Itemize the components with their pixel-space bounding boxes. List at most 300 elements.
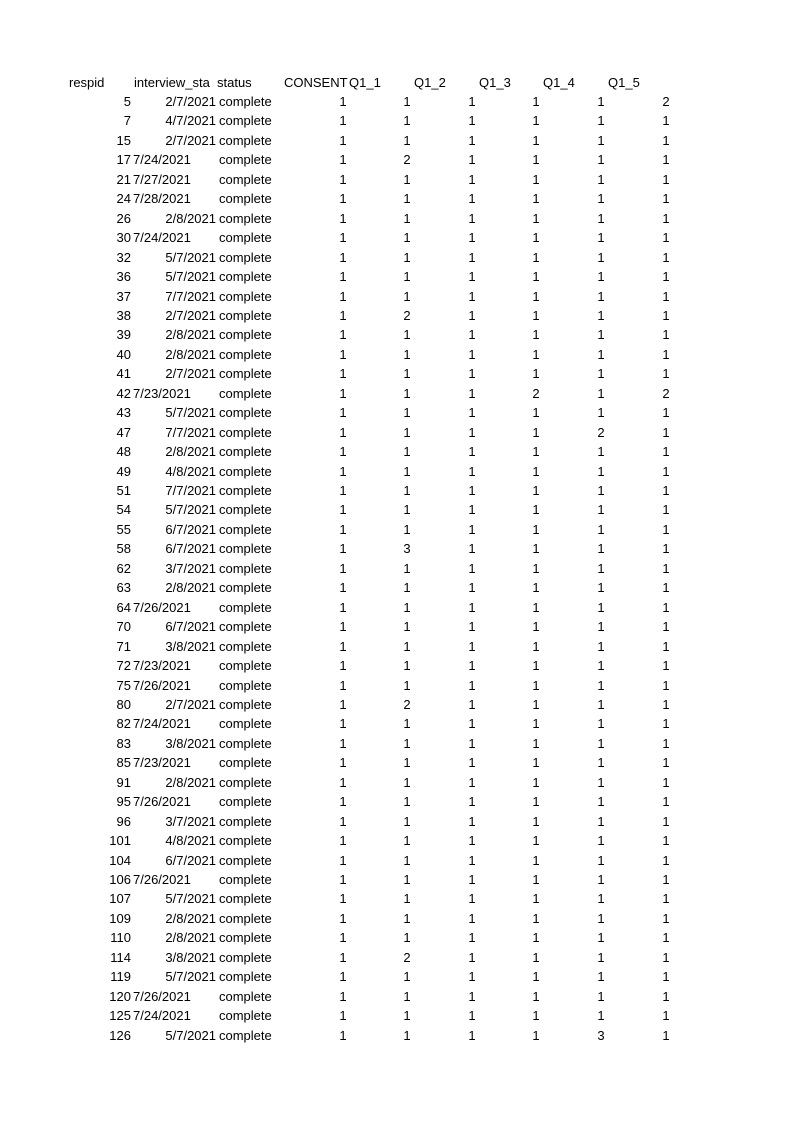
cell-consent: 1 [339, 171, 347, 187]
cell-consent: 1 [339, 269, 347, 285]
cell-q1-4: 3 [597, 1027, 605, 1043]
cell-q1-2: 1 [468, 852, 476, 868]
cell-interview-date: 2/8/2021 [165, 327, 216, 343]
cell-q1-4: 1 [597, 502, 605, 518]
cell-status: complete [219, 424, 272, 440]
cell-status: complete [219, 1008, 272, 1024]
cell-q1-2: 1 [468, 1027, 476, 1043]
cell-consent: 1 [339, 191, 347, 207]
cell-status: complete [219, 774, 272, 790]
cell-interview-date: 2/7/2021 [165, 94, 216, 109]
cell-respid: 62 [116, 560, 131, 576]
cell-respid: 39 [116, 327, 131, 343]
cell-respid: 120 [109, 988, 131, 1004]
cell-q1-4: 1 [597, 288, 605, 304]
cell-consent: 1 [339, 949, 347, 965]
table-row [0, 909, 800, 928]
cell-q1-1: 1 [403, 988, 411, 1004]
cell-q1-5: 1 [662, 1027, 670, 1043]
cell-q1-1: 1 [403, 521, 411, 537]
cell-q1-2: 1 [468, 269, 476, 285]
cell-status: complete [219, 385, 272, 401]
table-row [0, 967, 800, 986]
cell-status: complete [219, 852, 272, 868]
cell-q1-3: 2 [532, 385, 540, 401]
cell-respid: 36 [116, 269, 131, 285]
cell-q1-1: 1 [403, 560, 411, 576]
cell-q1-5: 1 [662, 483, 670, 498]
cell-q1-4: 1 [597, 132, 605, 148]
cell-q1-4: 1 [597, 619, 605, 635]
cell-status: complete [219, 210, 272, 226]
header-interview-date: interview_sta [134, 75, 210, 90]
cell-q1-5: 1 [662, 541, 670, 557]
cell-status: complete [219, 872, 272, 887]
cell-q1-3: 1 [532, 541, 540, 557]
cell-respid: 125 [109, 1008, 131, 1024]
cell-consent: 1 [339, 813, 347, 829]
cell-consent: 1 [339, 677, 347, 693]
cell-q1-2: 1 [468, 502, 476, 518]
cell-q1-5: 1 [662, 405, 670, 421]
cell-respid: 64 [116, 599, 131, 615]
cell-q1-1: 1 [403, 619, 411, 635]
table-row [0, 287, 800, 306]
cell-q1-2: 1 [468, 463, 476, 479]
cell-q1-4: 1 [597, 1008, 605, 1024]
cell-consent: 1 [339, 852, 347, 868]
cell-consent: 1 [339, 794, 347, 810]
cell-respid: 80 [116, 696, 131, 712]
cell-q1-5: 1 [662, 307, 670, 323]
cell-status: complete [219, 794, 272, 810]
cell-q1-4: 1 [597, 833, 605, 849]
table-row [0, 345, 800, 364]
cell-q1-1: 1 [403, 385, 411, 401]
cell-interview-date: 4/8/2021 [165, 833, 216, 849]
cell-q1-2: 1 [468, 1008, 476, 1024]
cell-respid: 91 [116, 774, 131, 790]
cell-q1-4: 1 [597, 191, 605, 207]
cell-q1-5: 1 [662, 599, 670, 615]
cell-q1-5: 1 [662, 132, 670, 148]
cell-respid: 63 [116, 580, 131, 596]
cell-status: complete [219, 638, 272, 654]
cell-q1-3: 1 [532, 638, 540, 654]
cell-q1-4: 1 [597, 346, 605, 362]
header-q1-4: Q1_4 [543, 75, 575, 90]
cell-status: complete [219, 132, 272, 148]
cell-q1-5: 1 [662, 230, 670, 246]
cell-q1-4: 1 [597, 949, 605, 965]
cell-respid: 38 [116, 307, 131, 323]
cell-status: complete [219, 696, 272, 712]
table-row [0, 637, 800, 656]
cell-q1-4: 1 [597, 891, 605, 907]
cell-q1-5: 1 [662, 444, 670, 460]
cell-interview-date: 5/7/2021 [165, 405, 216, 421]
cell-q1-4: 1 [597, 463, 605, 479]
cell-interview-date: 7/26/2021 [133, 988, 191, 1004]
cell-q1-4: 1 [597, 696, 605, 712]
cell-q1-1: 2 [403, 152, 411, 168]
cell-q1-3: 1 [532, 249, 540, 265]
cell-q1-3: 1 [532, 1027, 540, 1043]
cell-q1-1: 2 [403, 696, 411, 712]
cell-q1-3: 1 [532, 405, 540, 421]
cell-consent: 1 [339, 735, 347, 751]
table-row [0, 423, 800, 442]
cell-consent: 1 [339, 346, 347, 362]
cell-interview-date: 2/8/2021 [165, 210, 216, 226]
cell-respid: 49 [116, 463, 131, 479]
cell-interview-date: 7/24/2021 [133, 716, 191, 732]
cell-respid: 51 [116, 483, 131, 498]
cell-q1-5: 1 [662, 852, 670, 868]
cell-q1-4: 1 [597, 580, 605, 596]
cell-q1-1: 3 [403, 541, 411, 557]
cell-q1-3: 1 [532, 521, 540, 537]
cell-q1-1: 1 [403, 755, 411, 771]
table-row [0, 481, 800, 500]
cell-q1-1: 1 [403, 288, 411, 304]
cell-q1-1: 1 [403, 774, 411, 790]
cell-q1-2: 1 [468, 696, 476, 712]
cell-respid: 83 [116, 735, 131, 751]
cell-consent: 1 [339, 755, 347, 771]
cell-q1-4: 1 [597, 152, 605, 168]
cell-q1-5: 1 [662, 113, 670, 129]
cell-q1-3: 1 [532, 191, 540, 207]
cell-q1-5: 2 [662, 385, 670, 401]
cell-q1-3: 1 [532, 619, 540, 635]
cell-q1-3: 1 [532, 696, 540, 712]
cell-q1-4: 1 [597, 930, 605, 946]
cell-q1-5: 1 [662, 580, 670, 596]
cell-q1-2: 1 [468, 813, 476, 829]
cell-q1-4: 1 [597, 230, 605, 246]
cell-q1-5: 1 [662, 1008, 670, 1024]
cell-q1-2: 1 [468, 716, 476, 732]
cell-q1-5: 1 [662, 988, 670, 1004]
header-row [0, 73, 800, 92]
cell-consent: 1 [339, 580, 347, 596]
table-row [0, 598, 800, 617]
cell-interview-date: 2/7/2021 [165, 307, 216, 323]
cell-interview-date: 7/7/2021 [165, 424, 216, 440]
table-row [0, 870, 800, 889]
cell-q1-2: 1 [468, 288, 476, 304]
cell-interview-date: 4/8/2021 [165, 463, 216, 479]
cell-q1-4: 1 [597, 774, 605, 790]
cell-status: complete [219, 483, 272, 498]
cell-respid: 37 [116, 288, 131, 304]
cell-q1-1: 2 [403, 307, 411, 323]
cell-interview-date: 7/24/2021 [133, 1008, 191, 1024]
table-row [0, 539, 800, 558]
cell-q1-5: 1 [662, 755, 670, 771]
cell-q1-1: 1 [403, 638, 411, 654]
cell-status: complete [219, 502, 272, 518]
cell-consent: 1 [339, 521, 347, 537]
cell-consent: 1 [339, 249, 347, 265]
cell-consent: 1 [339, 638, 347, 654]
cell-q1-3: 1 [532, 1008, 540, 1024]
cell-consent: 1 [339, 152, 347, 168]
cell-q1-1: 1 [403, 444, 411, 460]
cell-interview-date: 5/7/2021 [165, 249, 216, 265]
cell-interview-date: 7/28/2021 [133, 191, 191, 207]
cell-q1-3: 1 [532, 502, 540, 518]
cell-q1-4: 1 [597, 638, 605, 654]
cell-consent: 1 [339, 288, 347, 304]
table-row [0, 384, 800, 403]
cell-respid: 32 [116, 249, 131, 265]
cell-status: complete [219, 891, 272, 907]
cell-consent: 1 [339, 405, 347, 421]
cell-q1-5: 1 [662, 794, 670, 810]
cell-q1-4: 1 [597, 483, 605, 498]
cell-q1-4: 1 [597, 385, 605, 401]
cell-q1-5: 1 [662, 872, 670, 887]
cell-interview-date: 7/26/2021 [133, 794, 191, 810]
cell-interview-date: 3/8/2021 [165, 735, 216, 751]
cell-q1-3: 1 [532, 891, 540, 907]
cell-q1-5: 1 [662, 327, 670, 343]
cell-respid: 26 [116, 210, 131, 226]
cell-q1-5: 1 [662, 638, 670, 654]
cell-status: complete [219, 171, 272, 187]
cell-status: complete [219, 366, 272, 382]
cell-consent: 1 [339, 696, 347, 712]
cell-q1-5: 1 [662, 171, 670, 187]
cell-respid: 72 [116, 658, 131, 674]
cell-interview-date: 2/8/2021 [165, 774, 216, 790]
table-row [0, 812, 800, 831]
cell-q1-2: 1 [468, 366, 476, 382]
cell-q1-3: 1 [532, 113, 540, 129]
cell-q1-5: 1 [662, 949, 670, 965]
cell-respid: 126 [109, 1027, 131, 1043]
table-row [0, 131, 800, 150]
cell-q1-5: 2 [662, 94, 670, 109]
cell-q1-2: 1 [468, 872, 476, 887]
cell-interview-date: 7/23/2021 [133, 385, 191, 401]
cell-status: complete [219, 113, 272, 129]
cell-q1-1: 1 [403, 483, 411, 498]
cell-respid: 17 [116, 152, 131, 168]
cell-q1-2: 1 [468, 385, 476, 401]
cell-interview-date: 6/7/2021 [165, 619, 216, 635]
header-q1-5: Q1_5 [608, 75, 640, 90]
cell-status: complete [219, 949, 272, 965]
cell-q1-3: 1 [532, 444, 540, 460]
cell-interview-date: 7/24/2021 [133, 152, 191, 168]
cell-respid: 75 [116, 677, 131, 693]
cell-q1-5: 1 [662, 269, 670, 285]
cell-q1-4: 1 [597, 716, 605, 732]
cell-respid: 110 [110, 930, 131, 946]
cell-q1-4: 1 [597, 307, 605, 323]
table-row [0, 520, 800, 539]
cell-status: complete [219, 560, 272, 576]
cell-respid: 119 [110, 969, 131, 985]
cell-respid: 101 [109, 833, 131, 849]
table-row [0, 559, 800, 578]
cell-status: complete [219, 910, 272, 926]
cell-q1-5: 1 [662, 735, 670, 751]
cell-q1-1: 1 [403, 794, 411, 810]
table-row [0, 462, 800, 481]
cell-q1-2: 1 [468, 230, 476, 246]
table-row [0, 170, 800, 189]
cell-status: complete [219, 677, 272, 693]
cell-q1-1: 1 [403, 249, 411, 265]
cell-q1-1: 1 [403, 1027, 411, 1043]
cell-interview-date: 7/7/2021 [165, 483, 216, 498]
cell-consent: 1 [339, 891, 347, 907]
cell-status: complete [219, 94, 272, 109]
cell-q1-2: 1 [468, 424, 476, 440]
cell-respid: 70 [116, 619, 131, 635]
cell-q1-2: 1 [468, 580, 476, 596]
cell-q1-3: 1 [532, 580, 540, 596]
table-row [0, 228, 800, 247]
cell-interview-date: 2/8/2021 [165, 580, 216, 596]
cell-q1-2: 1 [468, 94, 476, 109]
cell-interview-date: 7/7/2021 [165, 288, 216, 304]
cell-q1-3: 1 [532, 910, 540, 926]
cell-q1-2: 1 [468, 560, 476, 576]
cell-q1-3: 1 [532, 872, 540, 887]
cell-q1-3: 1 [532, 599, 540, 615]
cell-consent: 1 [339, 619, 347, 635]
cell-q1-3: 1 [532, 813, 540, 829]
cell-q1-5: 1 [662, 191, 670, 207]
cell-consent: 1 [339, 366, 347, 382]
cell-respid: 58 [116, 541, 131, 557]
cell-status: complete [219, 969, 272, 985]
cell-respid: 55 [116, 521, 131, 537]
cell-status: complete [219, 541, 272, 557]
table-row [0, 676, 800, 695]
cell-q1-1: 1 [403, 891, 411, 907]
cell-q1-5: 1 [662, 891, 670, 907]
header-q1-3: Q1_3 [479, 75, 511, 90]
cell-interview-date: 2/7/2021 [165, 696, 216, 712]
cell-q1-1: 1 [403, 599, 411, 615]
cell-status: complete [219, 716, 272, 732]
cell-q1-2: 1 [468, 735, 476, 751]
table-row [0, 267, 800, 286]
cell-consent: 1 [339, 910, 347, 926]
cell-q1-2: 1 [468, 677, 476, 693]
cell-consent: 1 [339, 113, 347, 129]
cell-q1-4: 1 [597, 755, 605, 771]
table-row [0, 306, 800, 325]
cell-q1-5: 1 [662, 502, 670, 518]
cell-status: complete [219, 658, 272, 674]
table-row [0, 617, 800, 636]
cell-status: complete [219, 833, 272, 849]
cell-status: complete [219, 813, 272, 829]
cell-status: complete [219, 307, 272, 323]
cell-q1-4: 1 [597, 541, 605, 557]
cell-q1-2: 1 [468, 833, 476, 849]
cell-q1-2: 1 [468, 307, 476, 323]
cell-respid: 82 [116, 716, 131, 732]
cell-q1-1: 1 [403, 424, 411, 440]
cell-q1-2: 1 [468, 658, 476, 674]
cell-q1-5: 1 [662, 677, 670, 693]
cell-q1-1: 1 [403, 171, 411, 187]
cell-q1-2: 1 [468, 171, 476, 187]
cell-interview-date: 7/26/2021 [133, 599, 191, 615]
cell-interview-date: 7/23/2021 [133, 658, 191, 674]
cell-q1-1: 1 [403, 735, 411, 751]
cell-q1-3: 1 [532, 677, 540, 693]
cell-q1-4: 1 [597, 599, 605, 615]
cell-q1-2: 1 [468, 521, 476, 537]
table-row [0, 831, 800, 850]
cell-respid: 114 [110, 949, 131, 965]
cell-consent: 1 [339, 424, 347, 440]
cell-interview-date: 5/7/2021 [165, 269, 216, 285]
cell-q1-5: 1 [662, 833, 670, 849]
cell-q1-3: 1 [532, 463, 540, 479]
cell-q1-5: 1 [662, 288, 670, 304]
cell-respid: 42 [116, 385, 131, 401]
cell-status: complete [219, 1027, 272, 1043]
cell-consent: 1 [339, 132, 347, 148]
cell-respid: 54 [116, 502, 131, 518]
cell-consent: 1 [339, 230, 347, 246]
cell-interview-date: 7/24/2021 [133, 230, 191, 246]
cell-status: complete [219, 346, 272, 362]
cell-status: complete [219, 191, 272, 207]
cell-consent: 1 [339, 560, 347, 576]
cell-q1-2: 1 [468, 152, 476, 168]
cell-consent: 1 [339, 1008, 347, 1024]
cell-consent: 1 [339, 716, 347, 732]
table-row [0, 948, 800, 967]
cell-q1-4: 1 [597, 210, 605, 226]
cell-q1-1: 1 [403, 463, 411, 479]
cell-q1-2: 1 [468, 113, 476, 129]
cell-q1-2: 1 [468, 346, 476, 362]
table-row [0, 734, 800, 753]
cell-respid: 30 [116, 230, 131, 246]
cell-q1-2: 1 [468, 249, 476, 265]
cell-q1-3: 1 [532, 716, 540, 732]
cell-interview-date: 3/7/2021 [165, 813, 216, 829]
cell-q1-3: 1 [532, 658, 540, 674]
cell-status: complete [219, 249, 272, 265]
cell-q1-1: 1 [403, 191, 411, 207]
cell-q1-3: 1 [532, 230, 540, 246]
cell-q1-5: 1 [662, 969, 670, 985]
cell-q1-2: 1 [468, 599, 476, 615]
cell-q1-5: 1 [662, 716, 670, 732]
table-row [0, 773, 800, 792]
cell-q1-5: 1 [662, 249, 670, 265]
cell-interview-date: 5/7/2021 [165, 891, 216, 907]
cell-interview-date: 5/7/2021 [165, 502, 216, 518]
cell-q1-1: 1 [403, 716, 411, 732]
cell-q1-3: 1 [532, 852, 540, 868]
table-row [0, 753, 800, 772]
cell-status: complete [219, 269, 272, 285]
